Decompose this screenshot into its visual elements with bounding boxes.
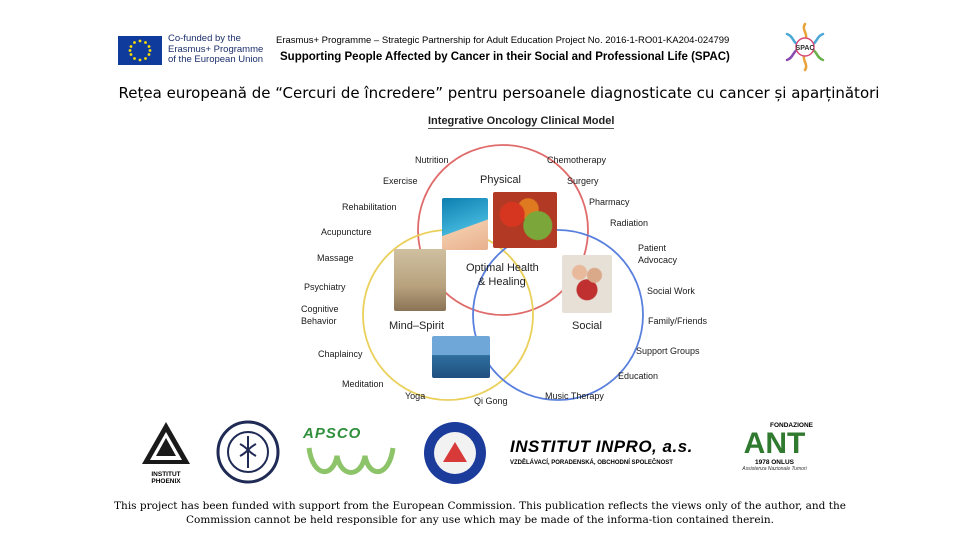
ant-line-4: Assistenza Nazionale Tumori bbox=[742, 466, 807, 472]
apsco-logo bbox=[303, 425, 397, 487]
center-label-2: & Healing bbox=[478, 276, 526, 288]
main-title: Rețea europeană de “Cercuri de încredere” pentru persoanele diagnosticate cu cancer și aparținători bbox=[118, 84, 880, 102]
funding-disclaimer: This project has been funded with support from the European Commission. This publication reflects the views only of the author, and the Commission cannot be held responsible for any use which may be made of the informa-tion contained therein. bbox=[114, 500, 846, 526]
label-support-groups: Support Groups bbox=[636, 346, 700, 356]
label-chemotherapy: Chemotherapy bbox=[547, 155, 607, 165]
label-meditation: Meditation bbox=[342, 379, 384, 389]
ant-foundation-logo bbox=[732, 422, 817, 484]
label-acupuncture: Acupuncture bbox=[321, 227, 372, 237]
ant-line-3: 1978 ONLUS bbox=[754, 459, 795, 466]
apsco-text: APSCO bbox=[303, 425, 362, 442]
programme-line: Erasmus+ Programme – Strategic Partnership for Adult Education Project No. 2016-1-RO01-KA204-024799 bbox=[276, 35, 730, 46]
inpro-subtitle: VZDĚLÁVACÍ, PORADENSKÁ, OBCHODNÍ SPOLEČNOST bbox=[510, 460, 673, 466]
label-exercise: Exercise bbox=[383, 176, 418, 186]
label-music-therapy: Music Therapy bbox=[545, 391, 604, 401]
phoenix-logo bbox=[138, 420, 194, 484]
label-massage: Massage bbox=[317, 253, 354, 263]
eu-line-3: of the European Union bbox=[168, 54, 264, 65]
label-radiation: Radiation bbox=[610, 218, 649, 228]
phoenix-line-2: PHOENIX bbox=[151, 478, 181, 485]
label-yoga: Yoga bbox=[405, 391, 426, 401]
spac-logo-text: SPAC bbox=[795, 45, 815, 52]
eu-cofunded-logo bbox=[118, 34, 264, 68]
spac-logo bbox=[781, 20, 829, 74]
school-seal bbox=[421, 420, 489, 486]
ant-letters: ANT bbox=[743, 427, 806, 460]
label-patient: Patient bbox=[638, 243, 667, 253]
meditation-photo bbox=[394, 249, 446, 311]
label-rehabilitation: Rehabilitation bbox=[342, 202, 397, 212]
label-cognitive: Cognitive bbox=[301, 304, 339, 314]
physical-label: Physical bbox=[480, 174, 521, 186]
label-nutrition: Nutrition bbox=[415, 155, 449, 165]
center-label-1: Optimal Health bbox=[466, 262, 539, 274]
eu-cofunded-text bbox=[168, 34, 263, 66]
lake-photo bbox=[432, 336, 490, 378]
phoenix-line-1: INSTITUT bbox=[151, 471, 181, 478]
ant-line-1: FONDAZIONE bbox=[770, 422, 813, 429]
phoenix-text bbox=[138, 471, 194, 485]
label-behavior: Behavior bbox=[301, 316, 337, 326]
label-family-friends: Family/Friends bbox=[648, 316, 708, 326]
eu-flag-icon bbox=[118, 36, 162, 65]
label-pharmacy: Pharmacy bbox=[589, 197, 630, 207]
medical-association-seal bbox=[216, 420, 280, 484]
label-education: Education bbox=[618, 371, 659, 381]
mind-spirit-label: Mind–Spirit bbox=[389, 320, 445, 332]
label-social-work: Social Work bbox=[647, 286, 695, 296]
eu-line-2: Erasmus+ Programme bbox=[168, 43, 264, 55]
inpro-name: INSTITUT INPRO, a.s. bbox=[510, 437, 693, 456]
inpro-logo bbox=[510, 437, 715, 471]
label-qi-gong: Qi Gong bbox=[474, 396, 508, 406]
project-name: Supporting People Affected by Cancer in their Social and Professional Life (SPAC) bbox=[280, 51, 730, 63]
eu-line-1: Co-funded by the bbox=[168, 33, 241, 44]
diagram-title: Integrative Oncology Clinical Model bbox=[428, 115, 615, 127]
social-label: Social bbox=[572, 320, 602, 332]
label-advocacy: Advocacy bbox=[638, 255, 678, 265]
label-surgery: Surgery bbox=[567, 176, 599, 186]
label-psychiatry: Psychiatry bbox=[304, 282, 346, 292]
label-chaplaincy: Chaplaincy bbox=[318, 349, 363, 359]
family-photo bbox=[562, 255, 612, 313]
vegetables-photo bbox=[493, 192, 557, 248]
swimmer-photo bbox=[442, 198, 488, 250]
